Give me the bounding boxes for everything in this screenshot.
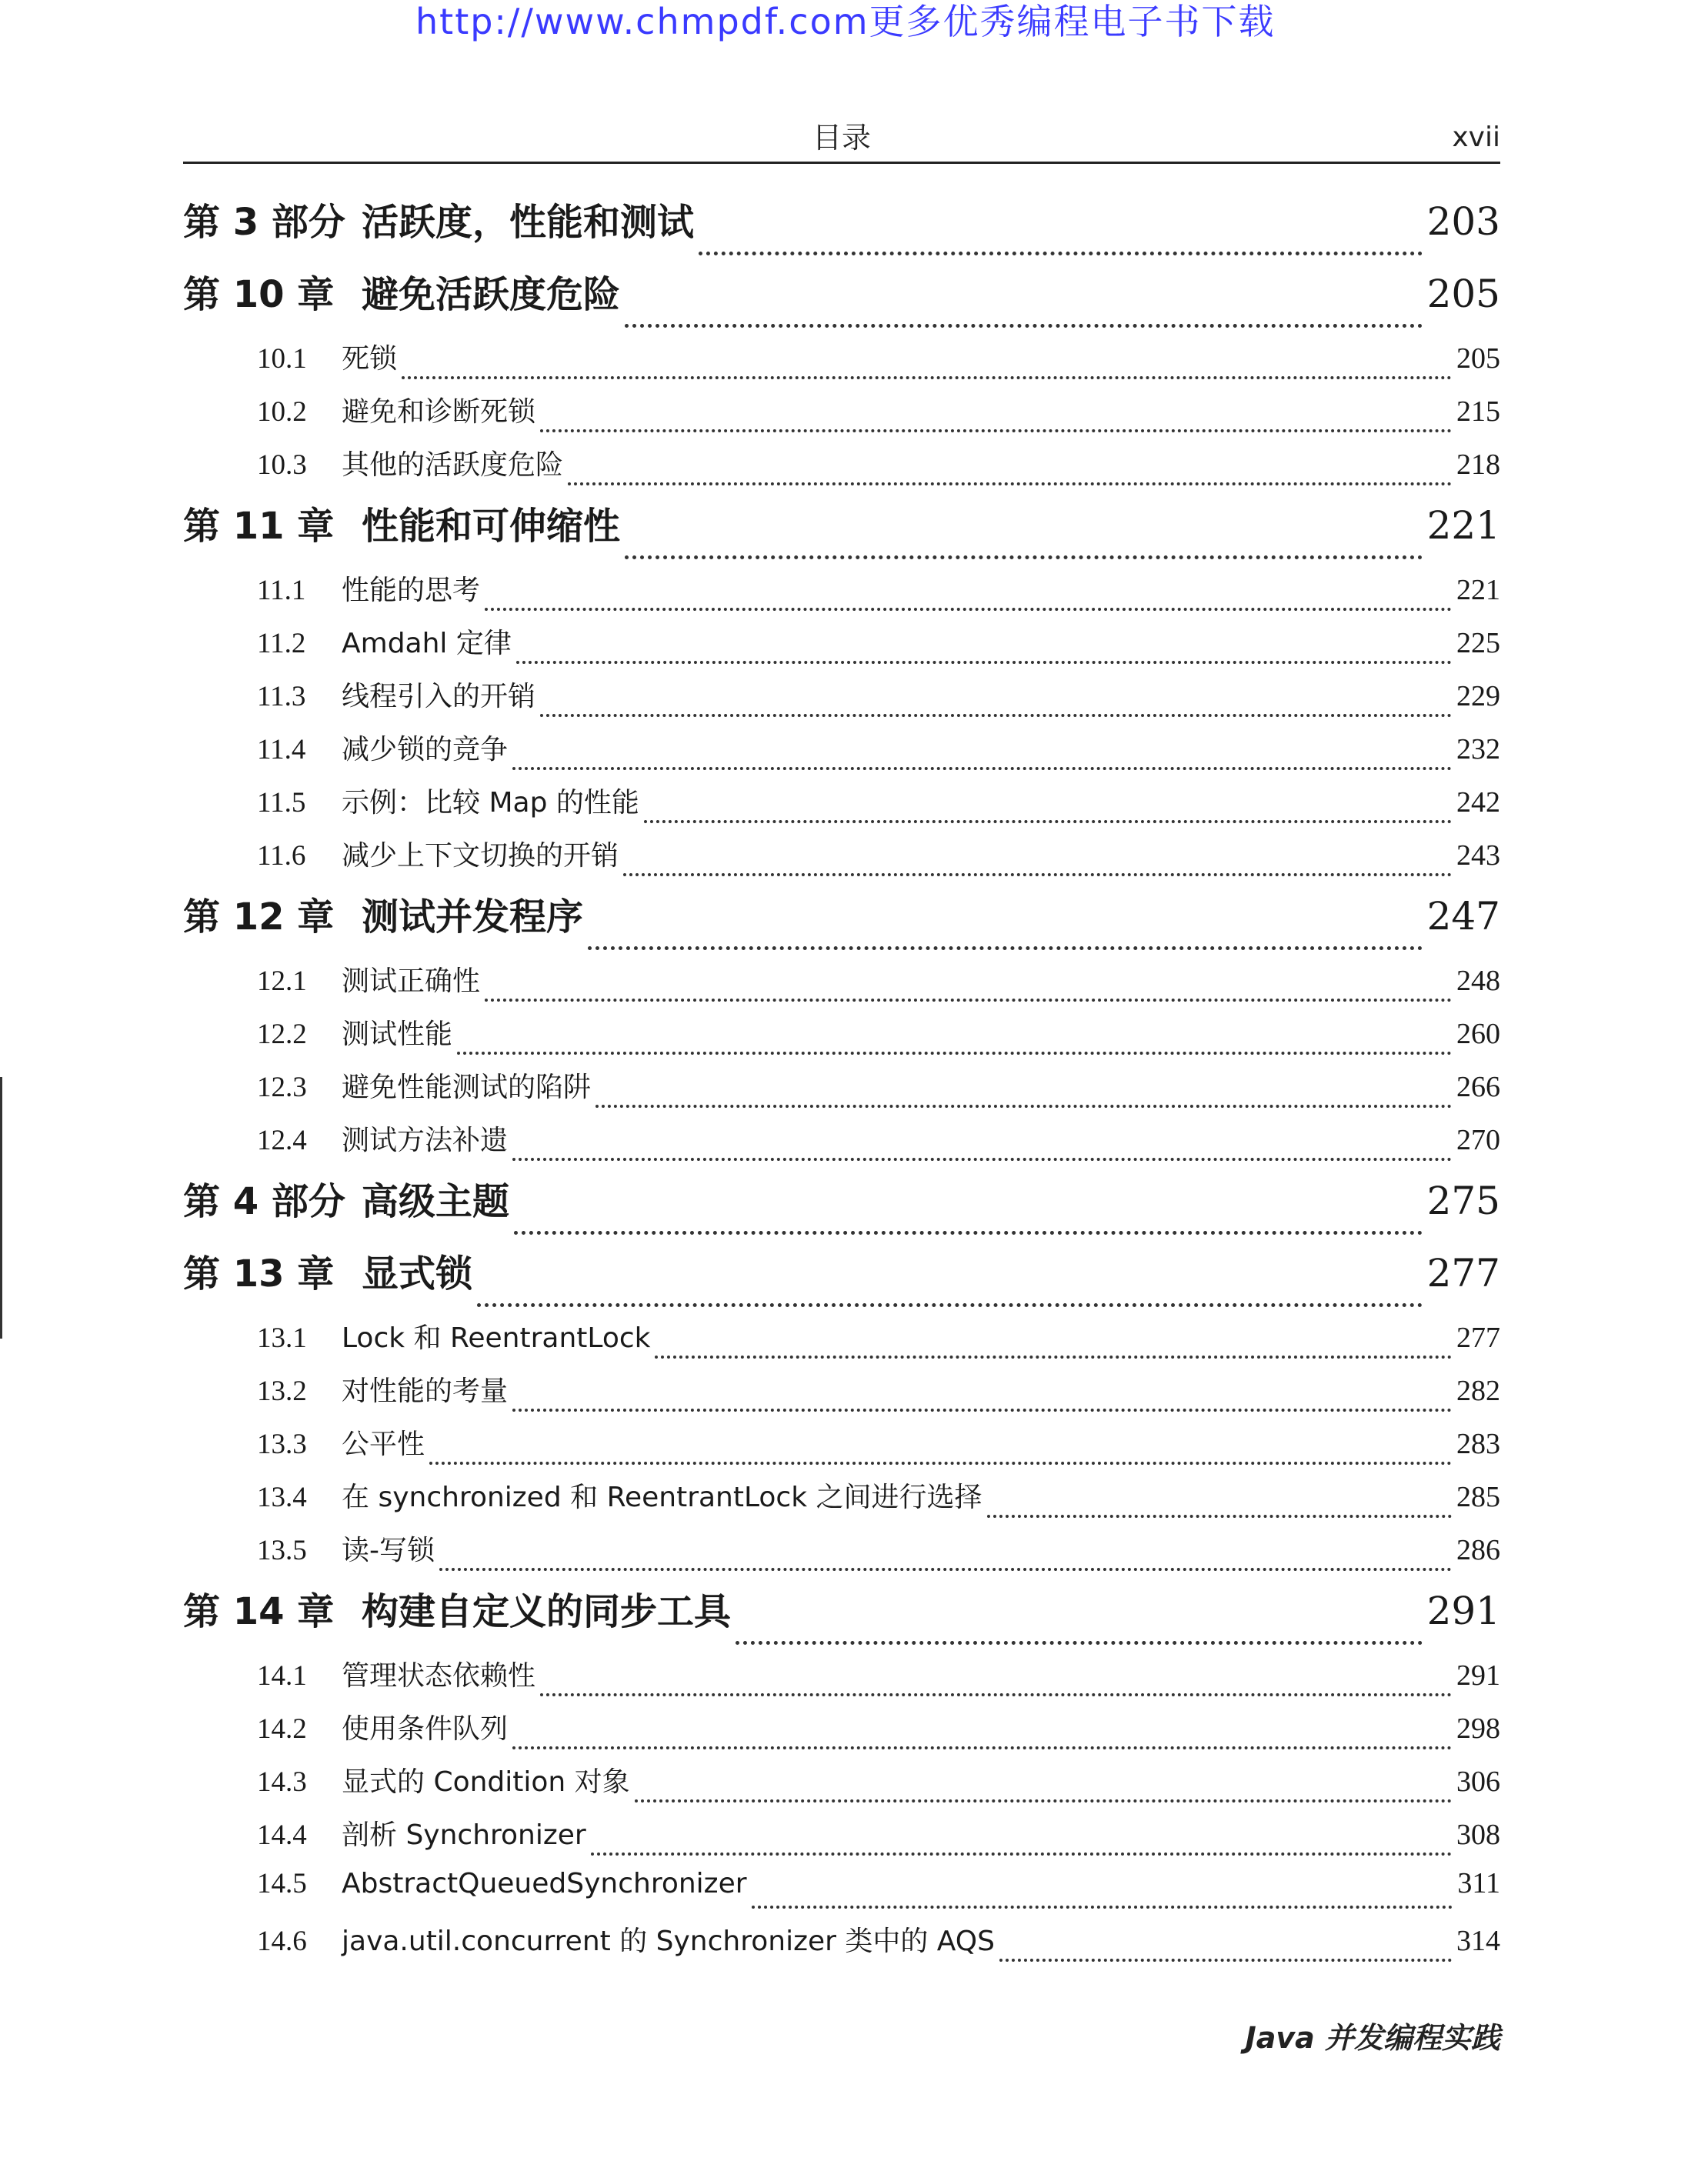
- toc-entry-title: 剖析 Synchronizer: [342, 1819, 586, 1851]
- toc-entry-page: 285: [1456, 1481, 1500, 1513]
- toc-entry-number: 第 14 章: [183, 1590, 335, 1633]
- toc-section-row[interactable]: [183, 959, 1500, 1012]
- toc-entry-page: 291: [1456, 1659, 1500, 1692]
- dot-leader: [568, 482, 1452, 485]
- toc-entry-page: 215: [1456, 395, 1500, 428]
- toc-chapter-row[interactable]: [183, 1244, 1500, 1316]
- watermark-link[interactable]: http://www.chmpdf.com更多优秀编程电子书下载: [415, 1, 1276, 42]
- toc-section-row[interactable]: [183, 1866, 1500, 1919]
- toc-entry-title: 减少锁的竞争: [342, 734, 509, 765]
- toc-entry-number: 13.4: [257, 1482, 307, 1513]
- toc-entry-title: 测试性能: [342, 1019, 453, 1050]
- toc-entry-title: 管理状态依赖性: [342, 1660, 536, 1692]
- toc-entry-number: 14.6: [257, 1926, 307, 1957]
- toc-section-row[interactable]: [183, 1012, 1500, 1065]
- toc-entry-page: 221: [1456, 574, 1500, 606]
- toc-entry-page: 229: [1456, 680, 1500, 712]
- dot-leader: [987, 1515, 1452, 1518]
- toc-entry-title: 活跃度，性能和测试: [362, 201, 695, 244]
- toc-section-row[interactable]: [183, 834, 1500, 887]
- dot-leader: [595, 1105, 1452, 1108]
- toc-entry-title: 公平性: [342, 1429, 425, 1460]
- toc-chapter-row[interactable]: [183, 887, 1500, 959]
- toc-chapter-row[interactable]: [183, 496, 1500, 569]
- toc-part-row[interactable]: [183, 192, 1500, 265]
- toc-entry-page: 283: [1456, 1428, 1500, 1460]
- book-title-footer: Java 并发编程实践: [1245, 2021, 1500, 2055]
- toc-entry-number: 第 10 章: [183, 273, 335, 316]
- toc-section-row[interactable]: [183, 1813, 1500, 1866]
- toc-entry-page: 286: [1456, 1534, 1500, 1566]
- toc-entry-number: 14.1: [257, 1660, 307, 1692]
- dot-leader: [540, 1693, 1452, 1696]
- dot-leader: [752, 1906, 1453, 1909]
- toc-entry-title: 避免活跃度危险: [362, 273, 621, 316]
- toc-entry-page: 306: [1456, 1766, 1500, 1798]
- toc-entry-number: 14.3: [257, 1766, 307, 1798]
- toc-entry-title: 避免性能测试的陷阱: [342, 1072, 592, 1103]
- toc-section-row[interactable]: [183, 1369, 1500, 1422]
- toc-entry-page: 203: [1426, 199, 1500, 244]
- toc-section-row[interactable]: [183, 1476, 1500, 1529]
- header-title: 目录: [812, 121, 871, 155]
- toc-section-row[interactable]: [183, 1316, 1500, 1369]
- toc-entry-page: 232: [1456, 733, 1500, 765]
- toc-entry-title: 减少上下文切换的开销: [342, 840, 619, 872]
- dot-leader: [591, 1853, 1452, 1856]
- toc-entry-number: 14.2: [257, 1713, 307, 1745]
- toc-section-row[interactable]: [183, 1422, 1500, 1476]
- toc-entry-number: 13.2: [257, 1376, 307, 1407]
- dot-leader: [540, 714, 1452, 717]
- dot-leader: [457, 1052, 1452, 1055]
- dot-leader: [485, 608, 1452, 611]
- toc-entry-number: 11.1: [257, 575, 306, 606]
- toc-section-row[interactable]: [183, 675, 1500, 728]
- dot-leader: [512, 1746, 1452, 1749]
- toc-entry-page: 277: [1426, 1251, 1500, 1296]
- dot-leader: [655, 1356, 1452, 1359]
- toc-entry-number: 10.3: [257, 449, 307, 481]
- toc-entry-number: 11.4: [257, 734, 306, 765]
- toc-entry-page: 270: [1456, 1124, 1500, 1156]
- dot-leader: [540, 429, 1452, 432]
- dot-leader: [699, 252, 1423, 255]
- dot-leader: [512, 1158, 1452, 1161]
- toc-entry-title: Amdahl 定律: [342, 628, 512, 659]
- dot-leader: [625, 555, 1423, 559]
- running-header: [183, 108, 1500, 162]
- toc-entry-title: 在 synchronized 和 ReentrantLock 之间进行选择: [342, 1482, 982, 1513]
- toc-entry-number: 12.2: [257, 1019, 307, 1050]
- toc-entry-page: 260: [1456, 1018, 1500, 1050]
- toc-entry-title: 性能和可伸缩性: [362, 505, 621, 548]
- toc-entry-number: 第 11 章: [183, 505, 335, 548]
- dot-leader: [635, 1799, 1452, 1802]
- toc-entry-title: 其他的活跃度危险: [342, 449, 564, 481]
- toc-section-row[interactable]: [183, 1119, 1500, 1172]
- toc-entry-title: 使用条件队列: [342, 1713, 509, 1745]
- dot-leader: [402, 376, 1452, 379]
- dot-leader: [999, 1959, 1452, 1962]
- toc-entry-number: 第 3 部分: [183, 201, 345, 244]
- dot-leader: [512, 767, 1452, 770]
- toc-part-row[interactable]: [183, 1172, 1500, 1244]
- toc-entry-number: 11.5: [257, 787, 306, 819]
- dot-leader: [644, 820, 1452, 823]
- dot-leader: [485, 999, 1452, 1002]
- toc-entry-title: 线程引入的开销: [342, 681, 536, 712]
- toc-section-row[interactable]: [183, 781, 1500, 834]
- toc-entry-page: 242: [1456, 786, 1500, 819]
- toc-entry-title: 避免和诊断死锁: [342, 396, 536, 428]
- toc-entry-page: 308: [1456, 1819, 1500, 1851]
- toc-entry-title: 高级主题: [362, 1180, 510, 1223]
- toc-entry-number: 第 13 章: [183, 1252, 335, 1296]
- toc-entry-title: 对性能的考量: [342, 1376, 509, 1407]
- toc-entry-page: 248: [1456, 965, 1500, 997]
- toc-entry-number: 第 4 部分: [183, 1180, 345, 1223]
- dot-leader: [736, 1641, 1423, 1645]
- toc-section-row[interactable]: [183, 1919, 1500, 1973]
- dot-leader: [588, 946, 1423, 950]
- toc-entry-page: 205: [1426, 272, 1500, 316]
- dot-leader: [439, 1568, 1452, 1571]
- table-of-contents: [183, 192, 1500, 1973]
- dot-leader: [625, 324, 1423, 328]
- toc-entry-title: 显式锁: [362, 1252, 473, 1296]
- toc-entry-title: 读-写锁: [342, 1535, 435, 1566]
- toc-entry-page: 225: [1456, 627, 1500, 659]
- toc-entry-number: 12.3: [257, 1072, 307, 1103]
- toc-entry-page: 311: [1457, 1867, 1500, 1899]
- toc-entry-number: 10.1: [257, 343, 307, 375]
- toc-section-row[interactable]: [183, 569, 1500, 622]
- toc-entry-page: 205: [1456, 342, 1500, 375]
- toc-chapter-row[interactable]: [183, 265, 1500, 337]
- toc-entry-page: 266: [1456, 1071, 1500, 1103]
- toc-entry-page: 221: [1426, 503, 1500, 548]
- toc-entry-number: 12.4: [257, 1125, 307, 1156]
- toc-entry-page: 291: [1426, 1589, 1500, 1633]
- toc-chapter-row[interactable]: [183, 1582, 1500, 1654]
- toc-entry-page: 282: [1456, 1375, 1500, 1407]
- toc-section-row[interactable]: [183, 1707, 1500, 1760]
- dot-leader: [623, 873, 1452, 876]
- toc-entry-title: Lock 和 ReentrantLock: [342, 1322, 651, 1354]
- dot-leader: [477, 1303, 1423, 1307]
- toc-entry-number: 11.3: [257, 681, 306, 712]
- toc-section-row[interactable]: [183, 1760, 1500, 1813]
- toc-entry-title: 测试并发程序: [362, 895, 584, 939]
- toc-entry-page: 277: [1456, 1322, 1500, 1354]
- toc-entry-title: 构建自定义的同步工具: [362, 1590, 732, 1633]
- toc-section-row[interactable]: [183, 390, 1500, 443]
- toc-section-row[interactable]: [183, 1529, 1500, 1582]
- toc-entry-title: 死锁: [342, 343, 398, 375]
- toc-entry-title: AbstractQueuedSynchronizer: [342, 1868, 747, 1899]
- header-rule: [183, 162, 1500, 164]
- toc-section-row[interactable]: [183, 337, 1500, 390]
- toc-section-row[interactable]: [183, 622, 1500, 675]
- dot-leader: [514, 1231, 1423, 1235]
- toc-entry-page: 243: [1456, 839, 1500, 872]
- toc-section-row[interactable]: [183, 443, 1500, 496]
- toc-section-row[interactable]: [183, 1065, 1500, 1119]
- dot-leader: [516, 661, 1452, 664]
- toc-entry-title: 性能的思考: [342, 575, 481, 606]
- toc-entry-number: 12.1: [257, 965, 307, 997]
- toc-entry-title: 显式的 Condition 对象: [342, 1766, 630, 1798]
- toc-entry-number: 13.5: [257, 1535, 307, 1566]
- toc-entry-number: 11.2: [257, 628, 306, 659]
- toc-entry-title: 测试正确性: [342, 965, 481, 997]
- toc-section-row[interactable]: [183, 728, 1500, 781]
- toc-entry-title: java.util.concurrent 的 Synchronizer 类中的 AQS: [342, 1926, 995, 1957]
- toc-entry-page: 247: [1426, 894, 1500, 939]
- toc-entry-number: 11.6: [257, 840, 306, 872]
- toc-entry-number: 13.3: [257, 1429, 307, 1460]
- scan-edge-mark: [0, 1077, 2, 1339]
- toc-entry-number: 14.4: [257, 1819, 307, 1851]
- toc-section-row[interactable]: [183, 1654, 1500, 1707]
- toc-entry-number: 10.2: [257, 396, 307, 428]
- toc-entry-page: 314: [1456, 1925, 1500, 1957]
- toc-entry-title: 测试方法补遗: [342, 1125, 509, 1156]
- toc-entry-number: 13.1: [257, 1322, 307, 1354]
- toc-entry-page: 298: [1456, 1712, 1500, 1745]
- toc-entry-page: 218: [1456, 449, 1500, 481]
- toc-entry-number: 14.5: [257, 1868, 307, 1899]
- toc-entry-title: 示例：比较 Map 的性能: [342, 787, 639, 819]
- toc-entry-page: 275: [1426, 1179, 1500, 1223]
- dot-leader: [512, 1409, 1452, 1412]
- header-page-number: xvii: [1452, 122, 1500, 153]
- toc-entry-number: 第 12 章: [183, 895, 335, 939]
- dot-leader: [429, 1462, 1452, 1465]
